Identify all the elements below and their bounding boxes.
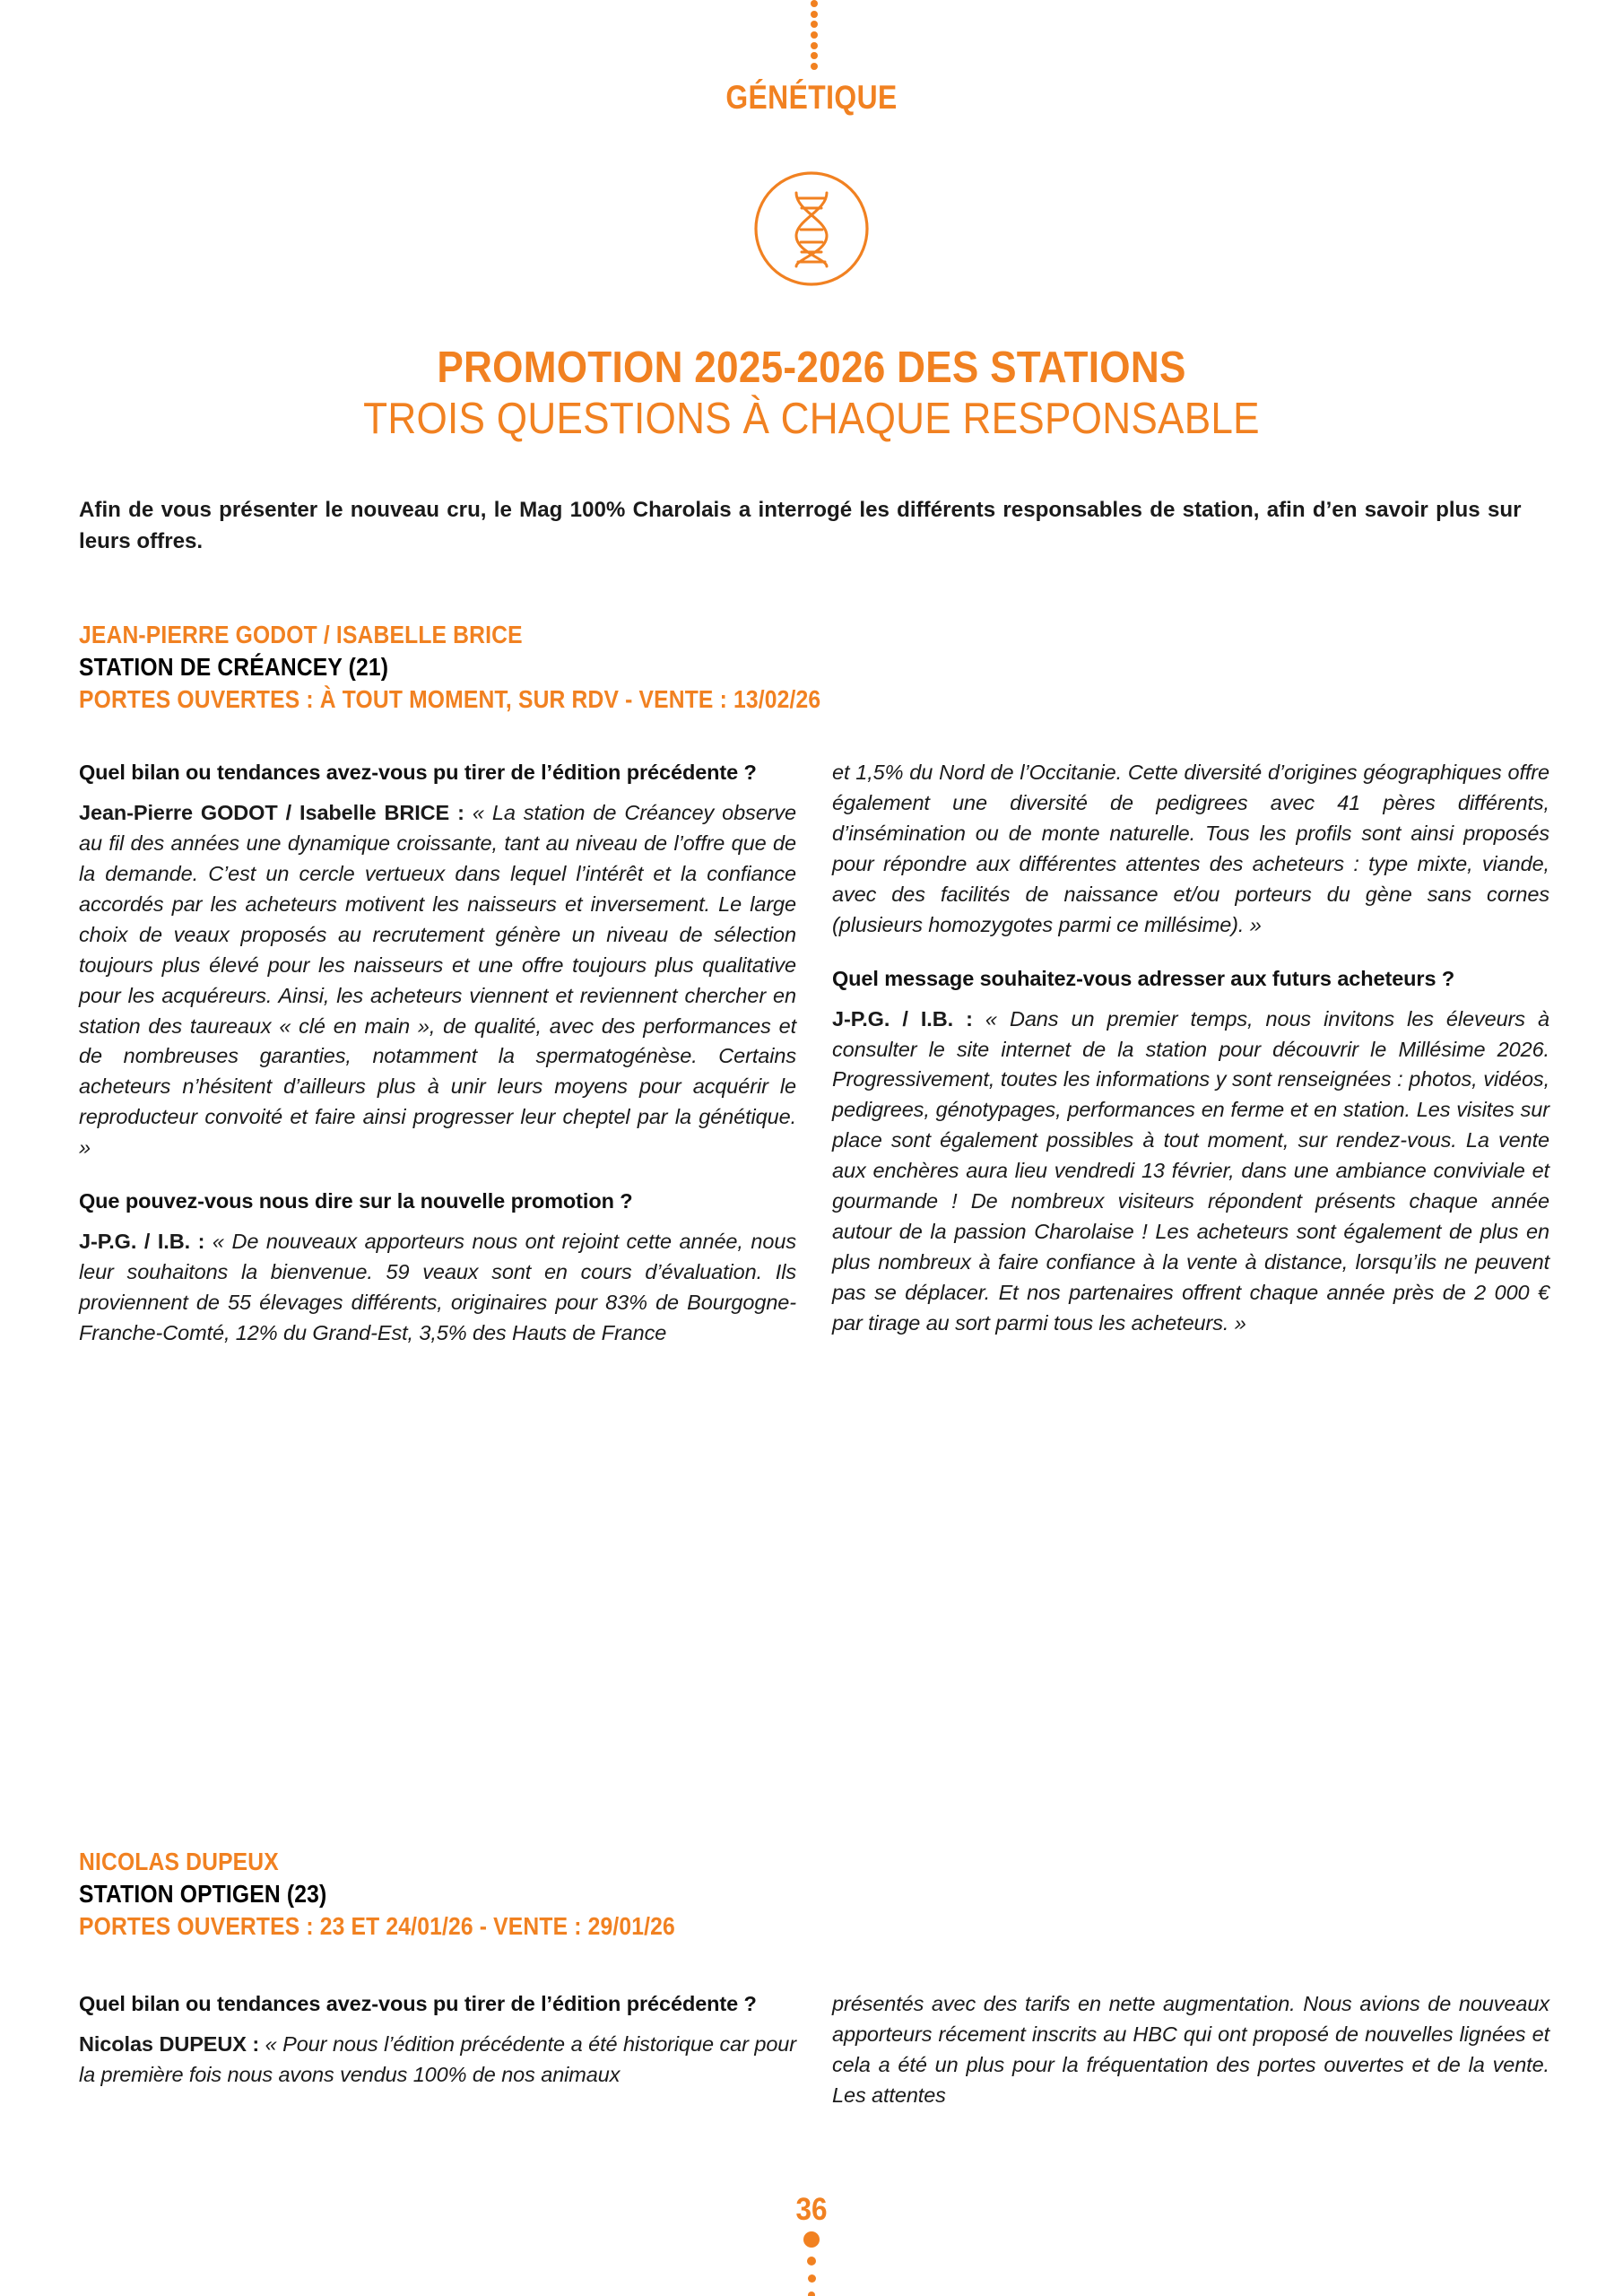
section-header-creancey (79, 619, 1549, 717)
section-header-optigen (79, 1846, 1549, 1944)
answer-2 (79, 1227, 796, 1349)
answer-2-continued: et 1,5% du Nord de l’Occitanie. Cette diversité d’origines géographiques offre également une diversité de pedigrees avec 41 pères différents, d’insémination ou de monte naturelle. Tous les profils sont ainsi proposés pour répondre aux différentes attentes des acheteurs : type mixte, viande, avec des facilités de naissance et/ou porteurs du gène sans cornes (plusieurs homozygotes parmi ce millésime). » (832, 761, 1549, 936)
question-1: Quel bilan ou tendances avez-vous pu tirer de l’édition précédente ? (79, 1992, 757, 2015)
speaker-label: J-P.G. / I.B. : (79, 1230, 205, 1254)
dna-helix-icon (749, 166, 874, 291)
dot (811, 52, 818, 59)
column-right (832, 1989, 1549, 2111)
question-1: Quel bilan ou tendances avez-vous pu tirer de l’édition précédente ? (79, 761, 757, 784)
answer-text: « Dans un premier temps, nous invitons les éleveurs à consulter le site internet de la station pour découvrir le Millésime 2026. Progressivement, toutes les informations y sont renseignées : photos, vidéos, pedigrees, génotypages, performances en ferme et en station. Les visites sur place sont également possibles à tout moment, sur rendez-vous. La vente aux enchères aura lieu vendredi 13 février, dans une ambiance conviviale et gourmande ! De nombreux visiteurs répondent présents chaque année autour de la passion Charolaise ! Les acheteurs sont également de plus en plus nombreux à faire confiance à la vente à distance, lorsqu’ils ne peuvent pas se déplacer. Et nos partenaires offrent chaque année près de 2 000 € par tirage au sort parmi tous les acheteurs. » (832, 1006, 1549, 1335)
dot (808, 2292, 815, 2296)
section-dates: PORTES OUVERTES : À TOUT MOMENT, SUR RDV - VENTE : 13/02/26 (79, 685, 821, 714)
column-right (832, 758, 1549, 1339)
speaker-label: J-P.G. / I.B. : (832, 1006, 973, 1031)
speaker-label: Nicolas DUPEUX : (79, 2031, 260, 2056)
dot (811, 31, 818, 39)
column-left (79, 1989, 796, 2091)
column-left (79, 758, 796, 1349)
answer-text: « La station de Créancey observe au fil des années une dynamique croissante, tant au niveau de l’offre que de la demande. C’est un cercle vertueux dans lequel l’intérêt et la confiance accordés par les acheteurs motivent les naisseurs et inversement. Le large choix de veaux proposés au recrutement génère un niveau de sélection toujours plus élevé pour les naisseurs et une offre toujours plus qualitative pour les acquéreurs. Ainsi, les acheteurs viennent et reviennent chercher en station des taureaux « clé en main », de qualité, avec des performances et de nombreuses garanties, notamment la spermatogénèse. Certains acheteurs n’hésitent d’ailleurs plus à unir leurs moyens pour acquérir le reproducteur convoité et faire ainsi progresser leur cheptel par la génétique. » (79, 800, 797, 1160)
dot (811, 11, 818, 18)
section-dates: PORTES OUVERTES : 23 ET 24/01/26 - VENTE : 29/01/26 (79, 1912, 675, 1941)
rubric-label: GÉNÉTIQUE (725, 79, 898, 116)
dot (811, 21, 818, 28)
dot (811, 63, 818, 70)
bottom-dotted-rule (801, 2231, 822, 2296)
section-body-creancey (79, 758, 1549, 1816)
answer-1 (79, 2030, 796, 2091)
dot (811, 42, 818, 49)
dot (807, 2257, 816, 2266)
section-person-name: NICOLAS DUPEUX (79, 1848, 279, 1875)
intro-paragraph: Afin de vous présenter le nouveau cru, le Mag 100% Charolais a interrogé les différents responsables de station, afin d’en savoir plus sur leurs offres. (79, 498, 1522, 553)
page-number: 36 (795, 2192, 828, 2227)
answer-text: « Pour nous l’édition précédente a été historique car pour la première fois nous avons vendus 100% de nos animaux (79, 2031, 797, 2086)
answer-1-continued: présentés avec des tarifs en nette augmentation. Nous avions de nouveaux apporteurs récement inscrits au HBC qui ont proposé de nouvelles lignées et cela a été un plus pour la fréquentation des portes ouvertes et de la vente. Les attentes (832, 1992, 1549, 2107)
section-person-name: JEAN-PIERRE GODOT / ISABELLE BRICE (79, 621, 523, 648)
page-title-line2: TROIS QUESTIONS À CHAQUE RESPONSABLE (363, 394, 1260, 443)
question-2: Que pouvez-vous nous dire sur la nouvelle promotion ? (79, 1189, 633, 1213)
section-station-name: STATION OPTIGEN (23) (79, 1879, 327, 1908)
answer-text: « De nouveaux apporteurs nous ont rejoint cette année, nous leur souhaitons la bienvenue. 59 veaux sont en cours d’évaluation. Ils proviennent de 55 élevages différents, originaires pour 83% de Bourgogne-Franche-Comté, 12% du Grand-Est, 3,5% des Hauts de France (79, 1230, 796, 1344)
section-body-optigen (79, 1989, 1549, 2222)
answer-1 (79, 798, 796, 1163)
speaker-label: Jean-Pierre GODOT / Isabelle BRICE : (79, 800, 464, 824)
section-station-name: STATION DE CRÉANCEY (21) (79, 652, 389, 681)
answer-3 (832, 1004, 1549, 1339)
page-title-line1: PROMOTION 2025-2026 DES STATIONS (437, 344, 1186, 392)
top-dotted-rule (810, 0, 819, 70)
question-3: Quel message souhaitez-vous adresser aux futurs acheteurs ? (832, 966, 1455, 990)
dot (808, 2274, 816, 2283)
dot (811, 0, 818, 7)
page-title (0, 343, 1623, 445)
dot (803, 2231, 820, 2248)
